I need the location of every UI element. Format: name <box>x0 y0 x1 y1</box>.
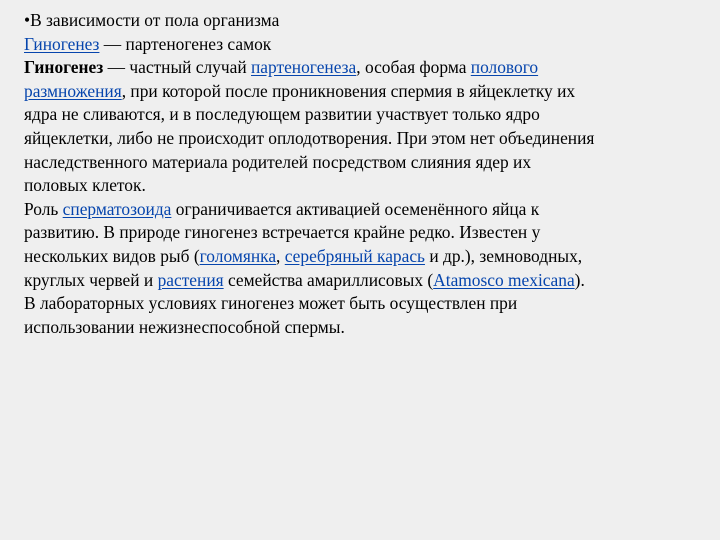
body-text: ). <box>574 269 585 290</box>
body-text: ядра не сливаются, и в последующем развитии участвует только ядро <box>24 104 540 125</box>
body-text: , при которой после проникновения спермия в яйцеклетку их <box>121 80 576 101</box>
body-text: наследственного материала родителей посредством слияния ядер их <box>24 151 532 172</box>
body-text: яйцеклетки, либо не происходит оплодотворения. При этом нет объединения <box>24 127 595 148</box>
text-line <box>24 103 694 127</box>
text-line <box>24 33 694 57</box>
body-text: нескольких видов рыб ( <box>24 245 200 266</box>
text-line <box>24 221 694 245</box>
text-line <box>24 127 694 151</box>
term-link[interactable]: серебряный карась <box>284 245 425 266</box>
slide-text-block <box>24 9 694 339</box>
term-link[interactable]: полового <box>470 57 539 78</box>
term-link[interactable]: Гиногенез <box>24 33 100 54</box>
body-text: Роль <box>24 198 63 219</box>
body-text: , особая форма <box>356 57 471 78</box>
term-link[interactable]: партеногенеза <box>251 57 357 78</box>
text-line <box>24 56 694 80</box>
text-line <box>24 245 694 269</box>
body-text: ограничивается активацией осеменённого яйца к <box>171 198 540 219</box>
text-line <box>24 269 694 293</box>
text-line <box>24 292 694 316</box>
term-link[interactable]: голомянка <box>199 245 277 266</box>
body-text: и др.), земноводных, <box>424 245 583 266</box>
body-text: половых клеток. <box>24 175 146 196</box>
body-text: — частный случай <box>103 57 251 78</box>
term-link[interactable]: сперматозоида <box>62 198 172 219</box>
text-line <box>24 9 694 33</box>
body-text: круглых червей и <box>24 269 158 290</box>
body-text: — партеногенез самок <box>99 33 272 54</box>
term-link[interactable]: Atamosco mexicana <box>433 269 575 290</box>
text-line <box>24 174 694 198</box>
term-link[interactable]: размножения <box>24 80 122 101</box>
body-text: семейства амариллисовых ( <box>223 269 434 290</box>
text-line <box>24 316 694 340</box>
body-text: использовании нежизнеспособной спермы. <box>24 316 345 337</box>
text-line <box>24 80 694 104</box>
term-heading: Гиногенез <box>24 57 104 78</box>
body-text: В лабораторных условиях гиногенез может быть осуществлен при <box>24 293 518 314</box>
term-link[interactable]: растения <box>157 269 224 290</box>
body-text: , <box>276 245 285 266</box>
text-line <box>24 198 694 222</box>
text-line <box>24 151 694 175</box>
body-text: •В зависимости от пола организма <box>24 10 280 30</box>
body-text: развитию. В природе гиногенез встречается крайне редко. Известен у <box>24 222 541 243</box>
